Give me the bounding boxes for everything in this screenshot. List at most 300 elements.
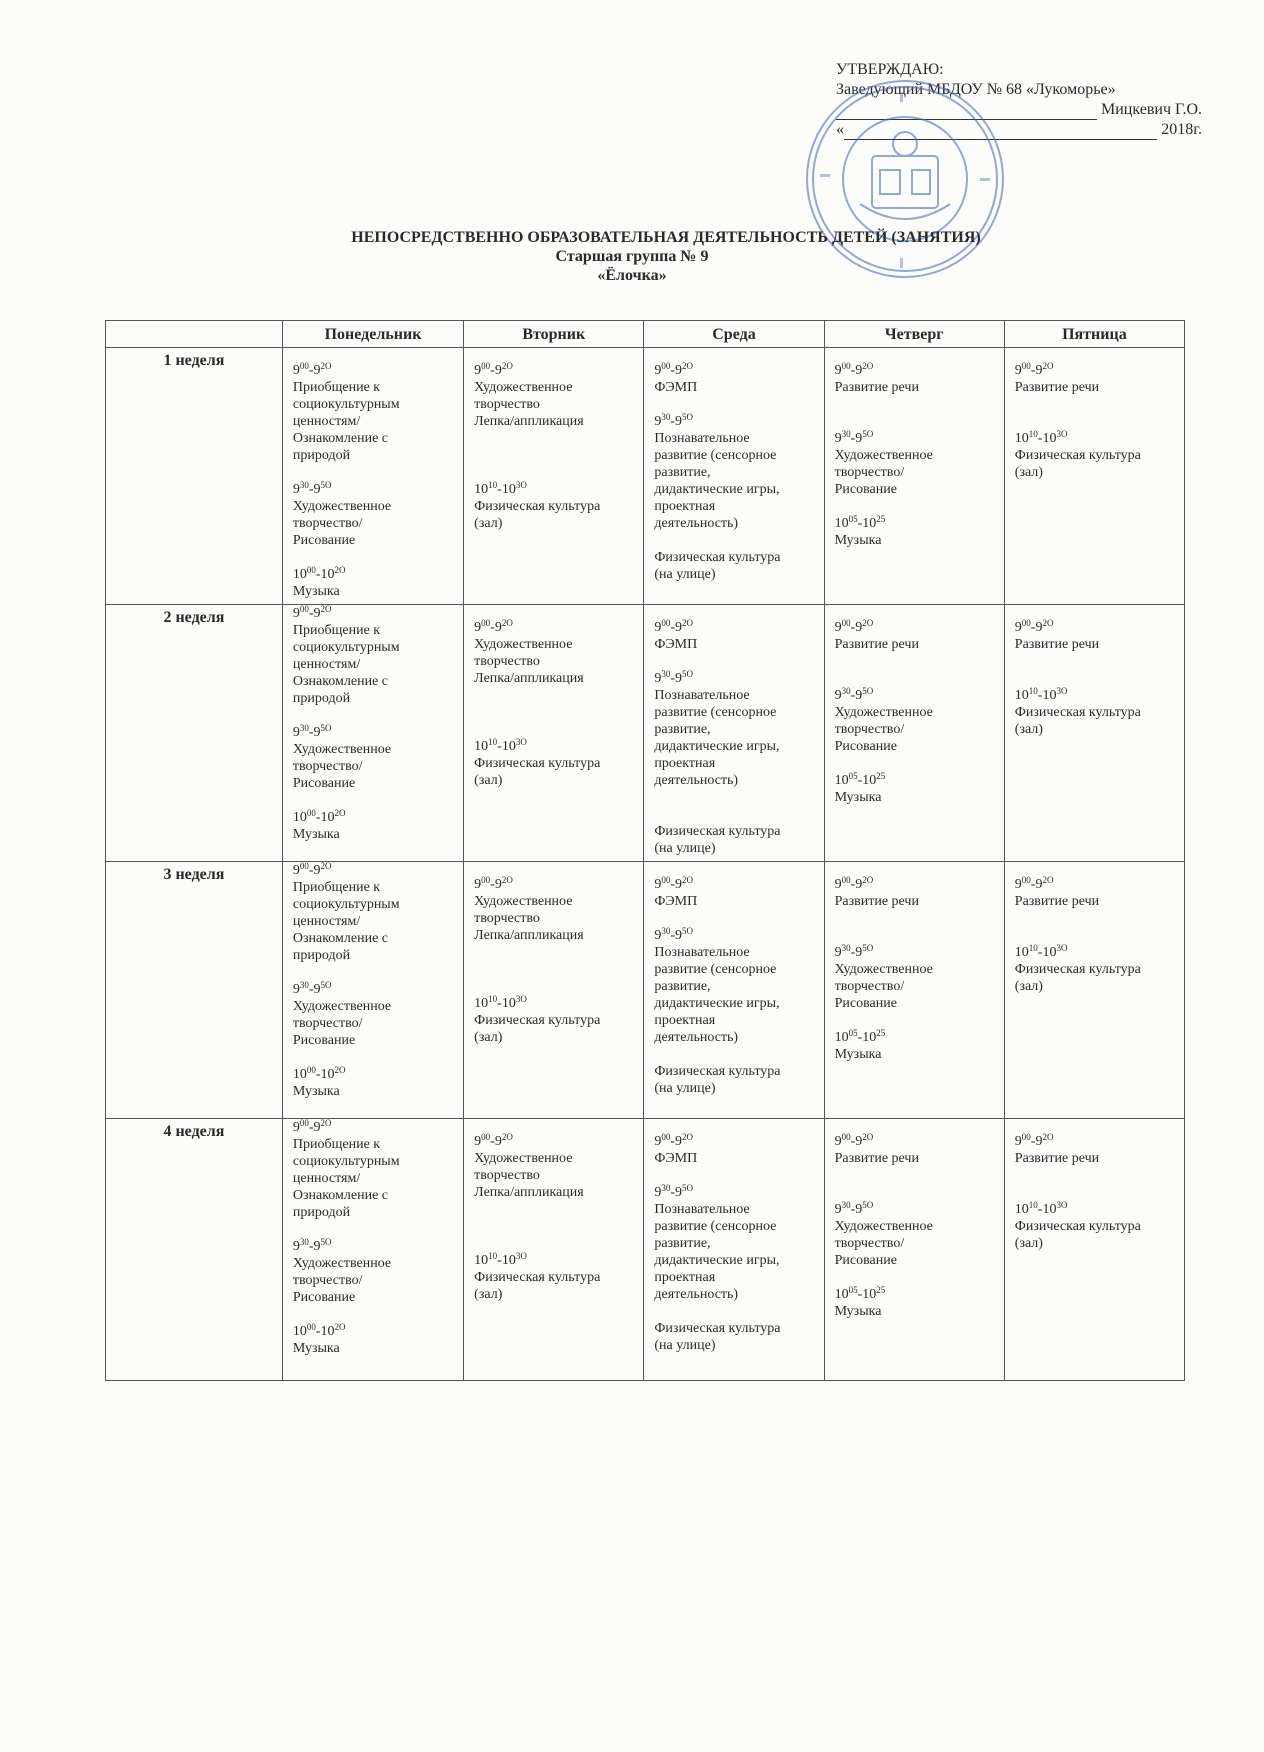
activity-time [293,1119,457,1136]
activity-name: Физическая культура (зал) [474,1270,601,1302]
time-part: 9 [474,620,482,635]
time-part: 30 [299,723,309,733]
activity [293,809,457,843]
time-part: 9 [834,620,842,635]
time-part: 00 [661,361,671,371]
time-dash: - [315,1067,321,1082]
time-part: 3О [515,737,527,747]
activity [835,1201,998,1269]
week-row [106,862,1185,1119]
schedule-cell [644,1119,824,1381]
time-part: 2О [682,618,694,628]
activity-time [835,515,998,532]
time-part: 9 [494,877,502,892]
time-dash: - [1030,363,1036,378]
time-part: 3О [515,994,527,1004]
activity [654,1133,817,1167]
time-part: 9 [313,725,321,740]
activity [835,1133,998,1167]
activity-name: Музыка [834,1304,882,1319]
time-part: 9 [675,1185,683,1200]
time-part: 30 [661,412,671,422]
time-dash: - [670,928,676,943]
schedule-cell [464,605,644,862]
week-row [106,605,1185,862]
time-part: 10 [862,773,877,788]
time-part: 00 [481,1132,491,1142]
schedule-cell [282,862,463,1119]
time-part: 9 [292,863,300,878]
time-part: 00 [841,361,851,371]
time-part: 10 [320,810,335,825]
activity-time [293,1238,457,1255]
week-row [106,1119,1185,1381]
time-part: 5О [682,926,694,936]
time-part: 30 [661,1183,671,1193]
time-dash: - [1037,945,1043,960]
time-part: 10 [1028,943,1038,953]
time-dash: - [315,810,321,825]
time-part: 9 [834,363,842,378]
time-part: 9 [292,982,300,997]
activity-name: Физическая культура (зал) [1014,448,1141,480]
time-part: 10 [488,737,498,747]
activity [293,605,457,707]
time-part: 9 [313,482,321,497]
time-part: 2О [501,618,513,628]
time-part: 10 [862,1287,877,1302]
time-part: 2О [334,565,346,575]
activity [293,1238,457,1306]
week-row [106,348,1185,605]
time-part: 10 [292,567,307,582]
time-part: 25 [876,1285,886,1295]
time-dash: - [1037,431,1043,446]
time-part: 9 [313,1239,321,1254]
time-dash: - [670,414,676,429]
time-part: 2О [320,361,332,371]
time-dash: - [308,1239,314,1254]
activity-name: Художественное творчество/ Рисование [292,1256,392,1305]
time-dash: - [497,482,502,497]
time-dash: - [1030,877,1036,892]
time-dash: - [308,863,314,878]
time-dash: - [670,671,676,686]
activity-name: Художественное творчество Лепка/аппликация [474,1151,584,1200]
activity-name: Приобщение к социокультурным ценностям/ Ознакомление с природой [292,1137,400,1220]
time-part: 00 [841,875,851,885]
activity-time [835,1029,998,1046]
time-part: 30 [841,429,851,439]
activity-name: Развитие речи [834,1151,919,1166]
time-part: 9 [675,877,683,892]
activity [293,981,457,1049]
week-label: 3 неделя [106,862,283,1119]
activity-name: Познавательное развитие (сенсорное развитие, дидактические игры, проектная деятельность) [654,431,780,531]
time-part: 2О [862,1132,874,1142]
time-part: 30 [661,926,671,936]
activity-time [474,995,637,1012]
time-part: 2О [1042,361,1054,371]
time-part: 00 [661,875,671,885]
time-dash: - [850,1134,856,1149]
activity-name: ФЭМП [654,894,698,909]
time-dash: - [850,1202,856,1217]
time-part: 30 [299,1237,309,1247]
activity-name: Приобщение к социокультурным ценностям/ Ознакомление с природой [292,880,400,963]
activity [835,687,998,755]
activity [474,876,637,944]
time-dash: - [308,982,314,997]
time-part: 05 [848,771,858,781]
activity-name: Физическая культура (зал) [1014,1219,1141,1251]
activity-time [1015,876,1178,893]
time-part: 9 [834,945,842,960]
time-part: 2О [320,604,332,614]
time-dash: - [308,363,314,378]
activity-name: Развитие речи [1014,380,1100,395]
time-part: 9 [1035,620,1043,635]
title-group-name: «Ёлочка» [597,267,667,284]
time-dash: - [857,773,863,788]
activity-name: Физическая культура (на улице) [654,550,781,582]
activity [835,362,998,396]
time-part: 10 [488,480,498,490]
time-dash: - [308,1120,314,1135]
time-part: 9 [675,414,683,429]
approval-name: Мицкевич Г.О. [1101,101,1202,118]
time-part: 9 [1035,1134,1043,1149]
activity-name: Физическая культура (зал) [474,1013,601,1045]
activity [835,944,998,1012]
time-dash: - [850,688,856,703]
activity-time [654,619,817,636]
activity [474,362,637,430]
schedule-cell [464,1119,644,1381]
time-part: 5О [320,480,332,490]
activity [835,619,998,653]
activity-name: ФЭМП [654,1151,698,1166]
activity [1015,1133,1178,1167]
time-part: 10 [1042,688,1057,703]
activity [654,823,817,857]
time-part: 3О [1056,686,1068,696]
activity-time [835,362,998,379]
approval-date-year: 2018г. [1161,121,1202,138]
time-dash: - [497,1253,502,1268]
activity-time [1015,944,1178,961]
activity-time [474,1133,637,1150]
title-group: Старшая группа № 9 [555,248,709,265]
activity [654,1320,817,1354]
time-part: 9 [675,620,683,635]
time-part: 9 [494,363,502,378]
time-part: 10 [501,996,516,1011]
time-part: 2О [501,361,513,371]
time-part: 10 [834,1287,849,1302]
schedule-cell [1004,1119,1184,1381]
activity-name: Физическая культура (зал) [474,499,601,531]
time-part: 10 [1014,1202,1029,1217]
time-dash: - [308,606,314,621]
activity [293,724,457,792]
header-day: Пятница [1004,321,1184,348]
time-dash: - [850,945,856,960]
activity-time [293,1323,457,1340]
activity-name: Художественное творчество/ Рисование [292,742,392,791]
time-part: 9 [675,928,683,943]
time-part: 9 [1014,363,1022,378]
activity [835,1029,998,1063]
time-part: 3О [1056,429,1068,439]
activity-time [835,944,998,961]
activity-name: Развитие речи [834,637,919,652]
time-part: 05 [848,514,858,524]
time-part: 10 [488,1251,498,1261]
time-dash: - [308,482,314,497]
activity-name: Развитие речи [1014,894,1100,909]
time-part: 2О [1042,1132,1054,1142]
activity-name: Развитие речи [834,380,919,395]
time-part: 9 [313,863,321,878]
activity-name: Музыка [292,1084,340,1099]
time-part: 9 [474,363,482,378]
activity [654,549,817,583]
time-part: 9 [834,1202,842,1217]
time-part: 2О [862,618,874,628]
activity [654,876,817,910]
time-part: 00 [1021,875,1031,885]
activity [293,566,457,600]
time-part: 30 [661,669,671,679]
activity [474,481,637,532]
time-part: 9 [474,877,482,892]
time-part: 10 [292,1324,307,1339]
time-part: 3О [1056,943,1068,953]
activity [474,1133,637,1201]
time-part: 5О [682,412,694,422]
activity [1015,944,1178,995]
time-part: 10 [501,1253,516,1268]
time-part: 5О [862,429,874,439]
time-part: 05 [848,1285,858,1295]
schedule-cell [644,862,824,1119]
title-main: НЕПОСРЕДСТВЕННО ОБРАЗОВАТЕЛЬНАЯ ДЕЯТЕЛЬНОСТЬ ДЕТЕЙ (ЗАНЯТИЯ) [351,229,981,246]
time-dash: - [315,1324,321,1339]
time-part: 10 [292,1067,307,1082]
activity-name: Познавательное развитие (сенсорное развитие, дидактические игры, проектная деятельность) [654,1202,780,1302]
time-part: 9 [654,877,662,892]
time-part: 9 [855,1202,863,1217]
schedule-cell [282,605,463,862]
header-row [106,321,1185,348]
time-part: 00 [306,1065,316,1075]
activity [654,927,817,1046]
time-dash: - [857,1287,863,1302]
time-part: 10 [1042,1202,1057,1217]
schedule-cell [464,348,644,605]
document-title [0,228,1264,285]
schedule-cell [824,1119,1004,1381]
activity-name: Художественное творчество/ Рисование [834,705,933,754]
time-dash: - [857,1030,863,1045]
activity [1015,362,1178,396]
time-part: 9 [834,688,842,703]
activity-time [474,481,637,498]
activity [654,1063,817,1097]
time-part: 5О [862,943,874,953]
time-part: 00 [306,565,316,575]
time-part: 2О [682,1132,694,1142]
time-part: 00 [841,618,851,628]
activity-time [835,1133,998,1150]
activity-name: Познавательное развитие (сенсорное развитие, дидактические игры, проектная деятельность) [654,945,780,1045]
time-part: 2О [682,361,694,371]
time-dash: - [850,363,856,378]
time-part: 10 [834,516,849,531]
time-part: 25 [876,514,886,524]
activity-time [654,927,817,944]
time-part: 2О [501,875,513,885]
activity [474,619,637,687]
activity [1015,619,1178,653]
activity-name: Художественное творчество/ Рисование [834,1219,933,1268]
activity-name: Приобщение к социокультурным ценностям/ Ознакомление с природой [292,380,400,463]
time-part: 3О [515,1251,527,1261]
time-part: 10 [320,567,335,582]
time-part: 00 [1021,361,1031,371]
time-part: 5О [682,669,694,679]
activity-name: ФЭМП [654,637,698,652]
activity-time [654,1184,817,1201]
activity-name: Физическая культура (на улице) [654,1064,781,1096]
time-part: 00 [306,808,316,818]
time-part: 00 [841,1132,851,1142]
activity-time [835,687,998,704]
time-part: 10 [1028,686,1038,696]
activity [293,1066,457,1100]
time-part: 10 [488,994,498,1004]
time-part: 5О [320,723,332,733]
activity-time [654,670,817,687]
time-part: 2О [334,808,346,818]
schedule-cell [824,605,1004,862]
schedule-cell [824,862,1004,1119]
time-part: 10 [862,516,877,531]
activity [654,670,817,789]
time-part: 00 [306,1322,316,1332]
activity-name: Художественное творчество/ Рисование [292,499,392,548]
time-dash: - [308,725,314,740]
time-part: 9 [855,688,863,703]
time-dash: - [497,739,502,754]
time-part: 3О [515,480,527,490]
activity-name: Физическая культура (на улице) [654,824,781,856]
time-dash: - [670,1185,676,1200]
activity-time [1015,430,1178,447]
time-part: 9 [1035,877,1043,892]
activity-name: Развитие речи [1014,1151,1100,1166]
activity [835,515,998,549]
activity [293,862,457,964]
time-part: 25 [876,1028,886,1038]
header-day: Среда [644,321,824,348]
time-part: 9 [1014,877,1022,892]
activity-time [293,566,457,583]
activity-time [293,981,457,998]
activity-time [293,362,457,379]
time-part: 9 [654,620,662,635]
activity-name: Музыка [292,584,340,599]
time-dash: - [497,996,502,1011]
time-part: 9 [855,620,863,635]
week-label: 2 неделя [106,605,283,862]
time-part: 10 [474,739,489,754]
time-dash: - [670,1134,676,1149]
time-part: 9 [292,482,300,497]
week-label: 1 неделя [106,348,283,605]
header-empty [106,321,283,348]
time-part: 25 [876,771,886,781]
schedule-cell [824,348,1004,605]
activity-time [474,1252,637,1269]
time-dash: - [850,431,856,446]
time-part: 9 [654,363,662,378]
time-part: 00 [1021,1132,1031,1142]
activity-time [293,862,457,879]
activity [293,481,457,549]
activity-time [474,738,637,755]
activity-time [835,430,998,447]
time-part: 5О [682,1183,694,1193]
time-part: 00 [481,618,491,628]
time-part: 5О [320,980,332,990]
schedule-body [106,348,1185,1381]
activity [1015,687,1178,738]
activity-name: Художественное творчество/ Рисование [292,999,392,1048]
activity-time [835,876,998,893]
activity-time [474,362,637,379]
time-part: 10 [1014,945,1029,960]
time-part: 30 [299,480,309,490]
time-part: 5О [862,686,874,696]
activity-time [835,619,998,636]
time-part: 9 [654,1134,662,1149]
time-part: 00 [1021,618,1031,628]
activity-time [293,724,457,741]
activity-time [474,876,637,893]
activity-time [1015,619,1178,636]
time-dash: - [490,1134,495,1149]
time-part: 05 [848,1028,858,1038]
time-dash: - [1030,1134,1036,1149]
activity-time [654,413,817,430]
time-part: 10 [474,1253,489,1268]
time-part: 9 [313,982,321,997]
time-part: 9 [675,671,683,686]
activity-time [654,1133,817,1150]
time-part: 9 [855,945,863,960]
time-part: 2О [862,361,874,371]
time-part: 9 [292,1239,300,1254]
activity [1015,430,1178,481]
activity-time [654,876,817,893]
activity-name: Музыка [292,827,340,842]
time-part: 9 [292,363,300,378]
time-part: 2О [862,875,874,885]
time-part: 10 [320,1067,335,1082]
week-label: 4 неделя [106,1119,283,1381]
